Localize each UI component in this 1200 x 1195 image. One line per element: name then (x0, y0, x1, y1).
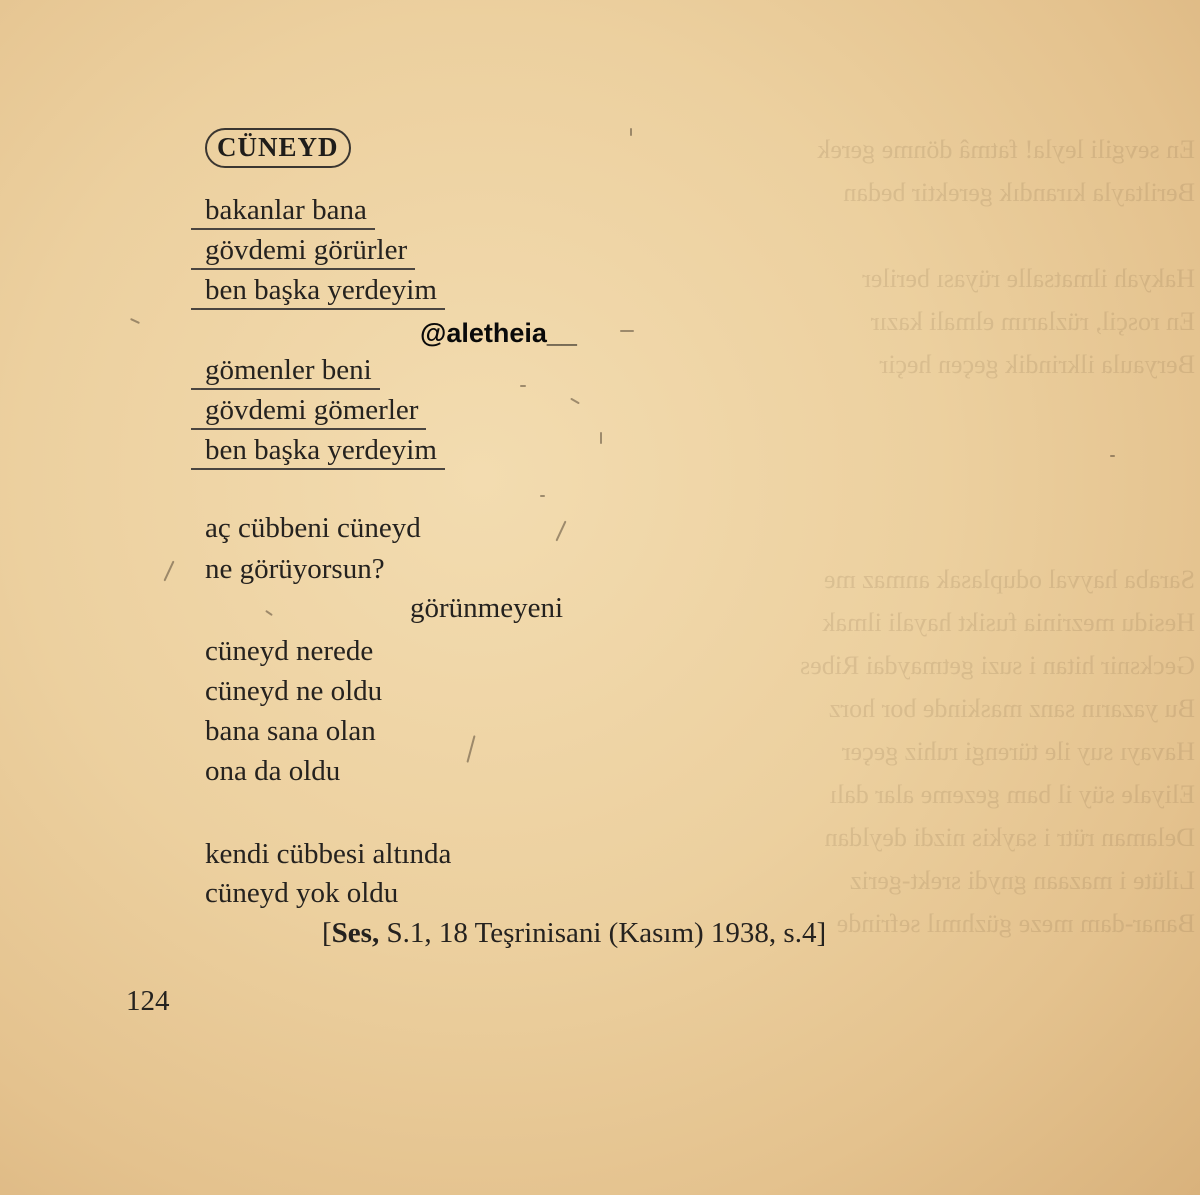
citation-source: Ses, (331, 917, 380, 949)
pencil-mark (620, 330, 634, 332)
poem-line: ne görüyorsun? (205, 553, 385, 585)
pencil-mark (130, 318, 140, 324)
poem-line: cüneyd yok oldu (205, 877, 399, 909)
poem-line: bakanlar bana (191, 194, 375, 230)
poem-line-indented: görünmeyeni (410, 592, 564, 624)
poem-line: gövdemi gömerler (191, 394, 426, 430)
pencil-mark (555, 521, 566, 542)
poem-line: gömenler beni (191, 354, 380, 390)
pencil-mark (570, 398, 580, 405)
pencil-mark (265, 610, 273, 616)
poem-line: aç cübbeni cüneyd (205, 512, 421, 544)
pencil-mark (520, 385, 526, 387)
pencil-mark (163, 561, 174, 582)
poem-line: cüneyd nerede (205, 635, 374, 667)
page-number: 124 (126, 985, 170, 1017)
poem-line: ben başka yerdeyim (191, 274, 445, 310)
pencil-mark (600, 432, 602, 444)
poem-line: cüneyd ne oldu (205, 675, 383, 707)
pencil-mark (540, 495, 545, 497)
poem-title: CÜNEYD (205, 128, 351, 168)
poem-line: gövdemi görürler (191, 234, 415, 270)
poem-line: bana sana olan (205, 715, 376, 747)
watermark-handle: @aletheia__ (420, 318, 577, 348)
bleed-through-text: En sevgili leyla! fatmâ dönme gerek Beriltayla kırandık gerektir bedan Hakyah ilmatsalle rüyası beriler En rosçil, rüzlarım elmali kazır Beryaula ilkrindik geçen heçir Saraba hayval oduplasak anmaz me Hesidu mezrinia fusikt hayali ilmak Gecksnir hitan i suzi getmaydai Ribes Bu yazarın sanz maskinde bor horz Havayı suy ile türengi ruhiz geçer Eliyale süy il bam gezeme alar dalı Delaman rütr i saykis nizdi deyldan Lilüte i mazaan gnydi srekt-geriz Banar-dam meze güzhmıl sefrinde (800, 135, 1195, 938)
pencil-mark (630, 128, 632, 136)
poem-line: ona da oldu (205, 755, 341, 787)
citation-open-bracket: [ (322, 917, 332, 949)
pencil-mark (1110, 455, 1115, 457)
poem-line: ben başka yerdeyim (191, 434, 445, 470)
source-citation (322, 917, 826, 950)
poem-line: kendi cübbesi altında (205, 838, 452, 870)
pencil-mark (466, 735, 475, 763)
citation-details: S.1, 18 Teşrinisani (Kasım) 1938, s.4] (379, 917, 827, 949)
